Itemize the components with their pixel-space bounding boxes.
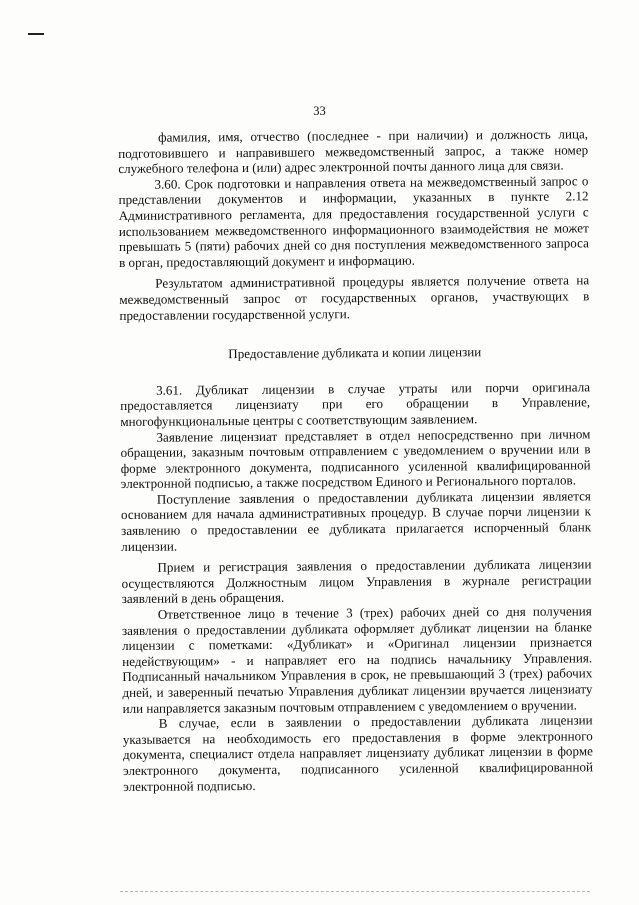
corner-mark (28, 33, 44, 35)
section-heading: Предоставление дубликата и копии лицензии (228, 344, 482, 362)
paragraph-3-60: 3.60. Срок подготовки и направления ответа на межведомственный запрос о представлении документов и информации, указанных в пункте 2.12 Административного регламента, для предоставления государственной услуги с использованием межведомственного информационного взаимодействия не может превышать 5 (пяти) рабочих дней со дня поступления межведомственного запроса в орган, предоставляющий документ и информацию. (118, 173, 589, 270)
page-number: 33 (313, 104, 326, 118)
paragraph-registration: Прием и регистрация заявления о предоставлении дубликата лицензии осуществляются Должностным лицом Управления в журнале регистрации заявлений в день обращения. (121, 556, 592, 607)
document-body (118, 126, 593, 794)
paragraph-3-61: 3.61. Дубликат лицензии в случае утраты или порчи оригинала предоставляется лицензиату при его обращении в Управление, многофункциональные центры с соответствующим заявлением. (120, 379, 591, 429)
paragraph-application: Заявление лицензиат представляет в отдел непосредственно при личном обращении, заказным почтовым отправлением с уведомлением о вручении или в форме электронного документа, подписанного усиленной квалифицированной электронной подписью, а также посредством Единого и Регионального порталов. (120, 425, 591, 492)
paragraph-continuation: фамилия, имя, отчество (последнее - при наличии) и должность лица, подготовившего и направившего межведомственный запрос, а также номер служебного телефона и (или) адрес электронной почты данного лица для связи. (118, 126, 589, 177)
paragraph-result: Результатом административной процедуры является получение ответа на межведомственный запрос от государственных органов, участвующих в предоставлении государственной услуги. (119, 272, 590, 323)
paragraph-receipt: Поступление заявления о предоставлении дубликата лицензии является основанием для начала административных процедур. В случае порчи лицензии к заявлению о предоставлении ее дубликата прилагается испорченный бланк лицензии. (120, 488, 592, 554)
scan-edge-line (120, 891, 590, 892)
paragraph-electronic: В случае, если в заявлении о предоставлении дубликата лицензии указывается на необходимость его предоставления в форме электронного документа, специалист отдела направляет лицензиату дубликат лицензии в форме электронного документа, подписанного усиленной квалифицированной электронной подписью. (122, 712, 594, 794)
paragraph-responsible: Ответственное лицо в течение 3 (трех) рабочих дней со дня получения заявления о предоставлении дубликата оформляет дубликат лицензии на бланке лицензии с пометками: «Дубликат» и «Оригинал лицензии признается недействующим» - и направляет его на подпись начальнику Управления. Подписанный начальником Управления в срок, не превышающий 3 (трех) рабочих дней, и заверенный печатью Управления дубликат лицензии вручается лицензиату или направляется заказным почтовым отправлением с уведомлением о вручении. (121, 603, 593, 716)
